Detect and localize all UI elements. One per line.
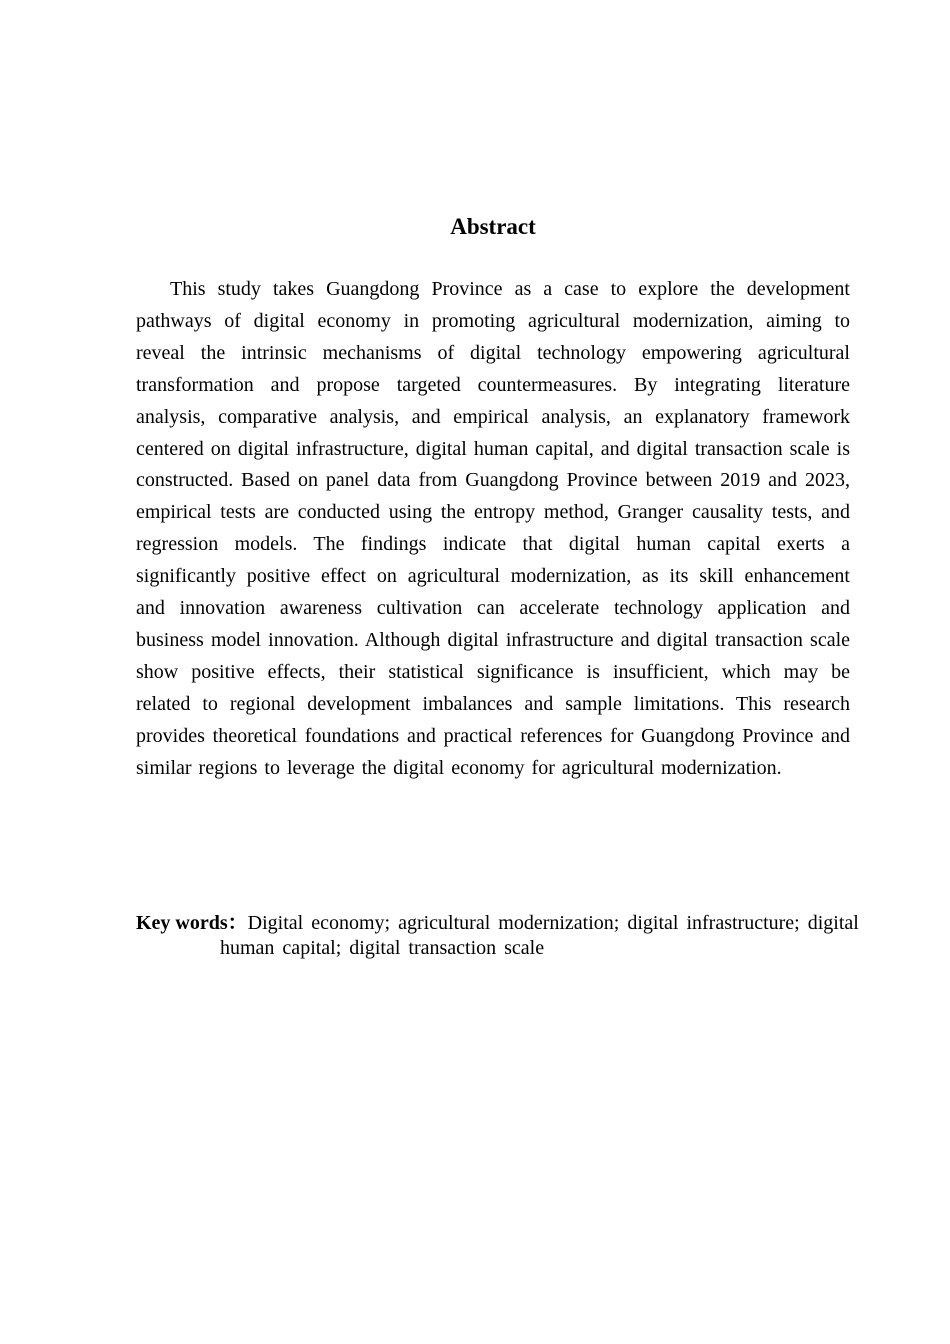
keywords-line — [136, 911, 920, 961]
abstract-title: Abstract — [450, 214, 536, 239]
keywords-text: Digital economy; agricultural modernization; digital infrastructure; digital human capital; digital transaction scale — [220, 912, 859, 959]
keywords-label: Key words： — [136, 912, 248, 934]
abstract-body: This study takes Guangdong Province as a case to explore the development pathways of digital economy in promoting agricultural modernization, aiming to reveal the intrinsic mechanisms of digital technology empowering agricultural transformation and propose targeted countermeasures. By integrating literature analysis, comparative analysis, and empirical analysis, an explanatory framework centered on digital infrastructure, digital human capital, and digital transaction scale is constructed. Based on panel data from Guangdong Province between 2019 and 2023, empirical tests are conducted using the entropy method, Granger causality tests, and regression models. The findings indicate that digital human capital exerts a significantly positive effect on agricultural modernization, as its skill enhancement and innovation awareness cultivation can accelerate technology application and business model innovation. Although digital infrastructure and digital transaction scale show positive effects, their statistical significance is insufficient, which may be related to regional development imbalances and sample limitations. This research provides theoretical foundations and practical references for Guangdong Province and similar regions to leverage the digital economy for agricultural modernization. — [136, 278, 850, 779]
